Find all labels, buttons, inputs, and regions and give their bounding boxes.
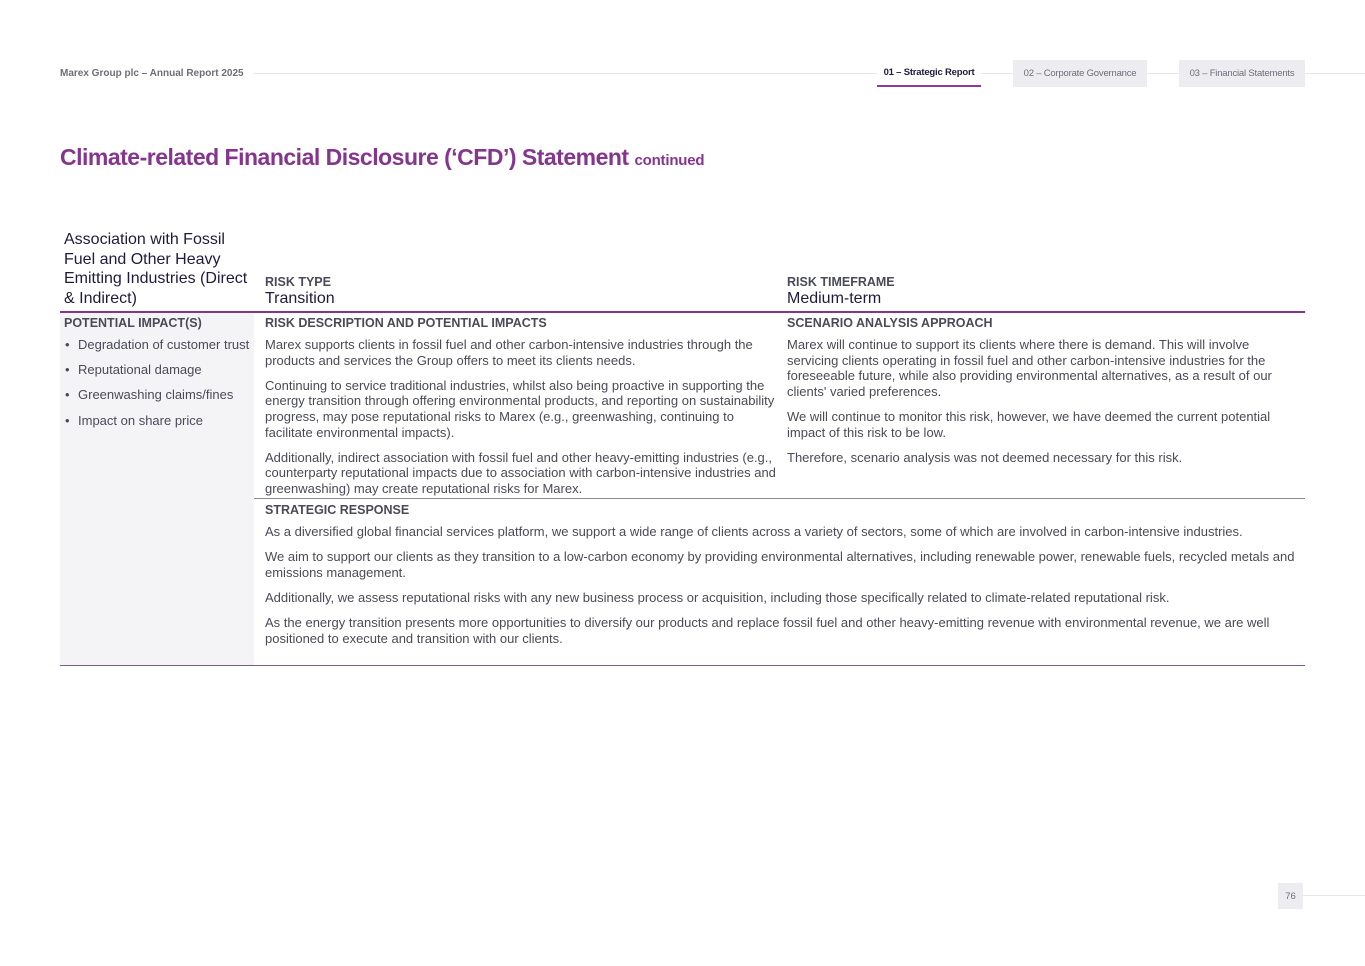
- paragraph: We aim to support our clients as they transition to a low-carbon economy by providing environmental alternatives, including renewable power, renewable fuels, recycled metals and emissions management.: [265, 549, 1295, 580]
- potential-impacts-list: [64, 337, 254, 438]
- paragraph: As a diversified global financial services platform, we support a wide range of clients across a variety of sectors, some of which are involved in carbon-intensive industries.: [265, 524, 1243, 539]
- scenario-analysis-label: SCENARIO ANALYSIS APPROACH: [787, 316, 993, 330]
- list-item: • Greenwashing claims/fines: [64, 387, 254, 403]
- paragraph: Marex will continue to support its clients where there is demand. This will involve servicing clients operating in fossil fuel and other carbon-intensive industries for the foreseeable future, while also providing environmental alternatives, as a result of our clients' varied preferences.: [787, 337, 1272, 399]
- table-bottom-rule: [60, 665, 1305, 666]
- paragraph: Continuing to service traditional industries, whilst also being proactive in supporting the energy transition through offering environmental products, and reporting on sustainability progress, may pose reputational risks to Marex (e.g., greenwashing, continuing to facilitate environmental impacts).: [265, 377, 775, 440]
- tab-corporate-governance[interactable]: 02 – Corporate Governance: [1013, 60, 1147, 87]
- scenario-analysis: [787, 337, 1299, 475]
- strategic-response-label: STRATEGIC RESPONSE: [265, 503, 410, 517]
- tab-financial-statements[interactable]: 03 – Financial Statements: [1179, 60, 1305, 87]
- risk-type-value: Transition: [265, 290, 335, 307]
- paragraph: Marex supports clients in fossil fuel and other carbon-intensive industries through the products and services the Group offers to meet its clients needs.: [265, 337, 753, 368]
- list-item: • Reputational damage: [64, 362, 254, 378]
- page-number: 76: [1278, 883, 1303, 909]
- strategic-response: [265, 524, 1305, 656]
- paragraph: As the energy transition presents more opportunities to diversify our products and replace fossil fuel and other heavy-emitting revenue with environmental revenue, we are well positioned to execute and transition with our clients.: [265, 615, 1270, 646]
- risk-timeframe-label: RISK TIMEFRAME: [787, 275, 895, 289]
- page-title: [60, 144, 704, 171]
- tab-strategic-report[interactable]: 01 – Strategic Report: [877, 60, 981, 87]
- paragraph: Additionally, indirect association with fossil fuel and other heavy-emitting industries (e.g., counterparty reputational impacts due to association with carbon-intensive industries and greenwashing) may create reputational risks for Marex.: [265, 449, 776, 496]
- report-name: Marex Group plc – Annual Report 2025: [60, 68, 254, 79]
- page-title-suffix: continued: [634, 152, 705, 169]
- risk-description: [265, 337, 783, 506]
- potential-impacts-label: POTENTIAL IMPACT(S): [64, 316, 202, 330]
- list-item: • Impact on share price: [64, 413, 254, 429]
- risk-timeframe-value: Medium-term: [787, 290, 882, 307]
- paragraph: We will continue to monitor this risk, however, we have deemed the current potential impact of this risk to be low.: [787, 408, 1271, 440]
- paragraph: Additionally, we assess reputational risks with any new business process or acquisition, including those specifically related to climate-related reputational risk.: [265, 589, 1170, 605]
- paragraph: Therefore, scenario analysis was not deemed necessary for this risk.: [787, 449, 1183, 465]
- risk-theme-title: Association with Fossil Fuel and Other Heavy Emitting Industries (Direct & Indirect): [64, 231, 248, 307]
- risk-description-label: RISK DESCRIPTION AND POTENTIAL IMPACTS: [265, 316, 547, 330]
- page-title-text: Climate-related Financial Disclosure (‘CFD’) Statement: [60, 144, 629, 170]
- risk-type-label: RISK TYPE: [265, 275, 331, 289]
- section-divider: [254, 498, 1305, 499]
- list-item: • Degradation of customer trust: [64, 337, 254, 353]
